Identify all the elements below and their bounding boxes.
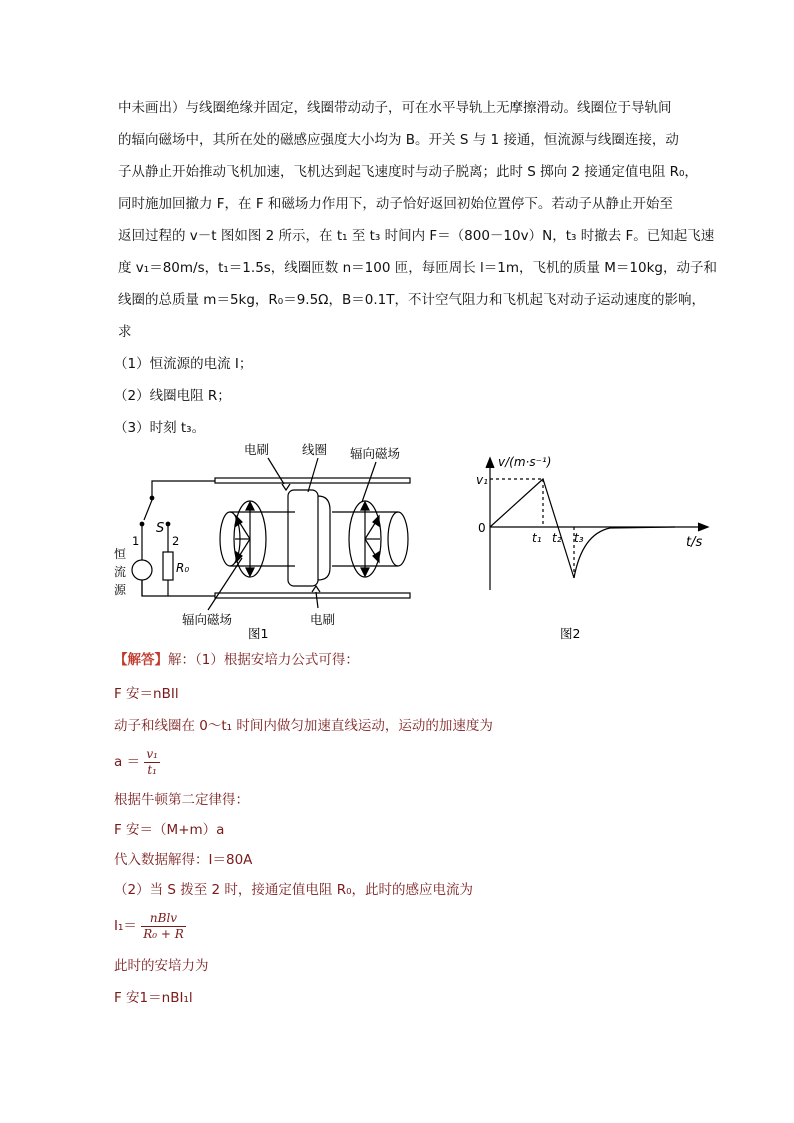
problem-line-8: 求 [118, 324, 132, 340]
label-brush-top: 电刷 [244, 442, 270, 457]
problem-line-5: 返回过程的 v－t 图如图 2 所示，在 t₁ 至 t₃ 时间内 F＝（800－10v）N，t₃ 时撤去 F。已知起飞速 [118, 228, 715, 244]
figure-1-caption: 图1 [248, 626, 269, 640]
resistor-r0 [163, 552, 173, 580]
label-field-top: 辐向磁场 [350, 446, 401, 461]
vt-t1-label: t₁ [532, 531, 542, 545]
question-1: （1）恒流源的电流 I； [114, 356, 253, 372]
solution-step-5: 此时的安培力为 [114, 958, 209, 974]
label-terminal-1: 1 [132, 534, 140, 548]
vt-decay-curve [574, 527, 675, 578]
label-coil: 线圈 [302, 442, 328, 457]
accel-lhs: a ＝ [114, 754, 141, 770]
vt-t3-label: t₃ [574, 531, 584, 545]
top-wire [152, 481, 215, 496]
vt-t2-label: t₂ [552, 531, 562, 545]
figure-1-diagram [110, 440, 430, 640]
switch-blade [144, 500, 152, 520]
solution-intro-line [114, 650, 359, 670]
label-field-bottom: 辐向磁场 [182, 612, 233, 627]
solution-tag: 【解答】 [114, 652, 168, 668]
question-2: （2）线圈电阻 R； [114, 388, 231, 404]
current-fraction [141, 911, 186, 942]
vt-v1-label: v₁ [476, 473, 488, 487]
equation-newton: F 安＝（M+m）a [114, 822, 225, 838]
current-lhs: I₁＝ [114, 918, 137, 934]
vt-xlabel: t/s [686, 535, 703, 550]
label-source-3: 源 [114, 583, 127, 597]
accel-fraction [144, 747, 160, 778]
equation-induced-current [114, 908, 186, 944]
vt-origin-label: 0 [478, 521, 486, 535]
label-brush-bottom: 电刷 [310, 612, 336, 627]
equation-ampere-force-1: F 安1＝nBI₁l [114, 990, 193, 1006]
problem-line-6: 度 v₁＝80m/s，t₁＝1.5s，线圈匝数 n＝100 匝，每匝周长 l＝1m，飞机的质量 M＝10kg，动子和 [118, 260, 718, 276]
solution-step-2: 根据牛顿第二定律得： [114, 792, 249, 808]
solution-intro: 解：（1）根据安培力公式可得： [168, 652, 359, 668]
current-numerator: nBlv [141, 911, 186, 927]
solution-step-4: （2）当 S 拨至 2 时，接通定值电阻 R₀，此时的感应电流为 [114, 882, 473, 898]
problem-line-3: 子从静止开始推动飞机加速，飞机达到起飞速度时与动子脱离；此时 S 掷向 2 接通定值电阻 R₀， [118, 164, 698, 180]
current-denominator: R₀ + R [143, 926, 184, 941]
bottom-rail [215, 593, 410, 598]
label-switch-s: S [156, 521, 165, 536]
question-3: （3）时刻 t₃。 [114, 420, 206, 436]
solution-step-1: 动子和线圈在 0～t₁ 时间内做匀加速直线运动，运动的加速度为 [114, 718, 493, 734]
solution-result-1: 代入数据解得：I＝80A [114, 852, 253, 868]
accel-numerator: v₁ [146, 746, 158, 761]
problem-line-4: 同时施加回撤力 F，在 F 和磁场力作用下，动子恰好返回初始位置停下。若动子从静止开始至 [118, 196, 673, 212]
vt-ylabel: v/(m·s⁻¹) [498, 455, 552, 469]
current-source-icon [132, 560, 152, 580]
figure-2-vt-graph [470, 450, 720, 645]
equation-ampere-force: F 安＝nBIl [114, 686, 179, 702]
label-terminal-2: 2 [172, 534, 180, 548]
vt-line-segment [490, 479, 574, 578]
coil [288, 490, 318, 586]
equation-acceleration [114, 744, 160, 780]
figure-2-caption: 图2 [560, 626, 581, 641]
problem-line-2: 的辐向磁场中，其所在处的磁感应强度大小均为 B。开关 S 与 1 接通，恒流源与线圈连接，动 [118, 132, 679, 148]
accel-denominator: t₁ [147, 762, 157, 777]
problem-line-7: 线圈的总质量 m＝5kg，R₀＝9.5Ω，B＝0.1T，不计空气阻力和飞机起飞对动子运动速度的影响， [118, 292, 705, 308]
bottom-wire [142, 580, 215, 596]
label-r0: R₀ [176, 561, 190, 575]
label-source-1: 恒 [114, 547, 127, 561]
label-source-2: 流 [114, 565, 127, 579]
problem-line-1: 中未画出）与线圈绝缘并固定，线圈带动动子，可在水平导轨上无摩擦滑动。线圈位于导轨间 [118, 100, 672, 116]
